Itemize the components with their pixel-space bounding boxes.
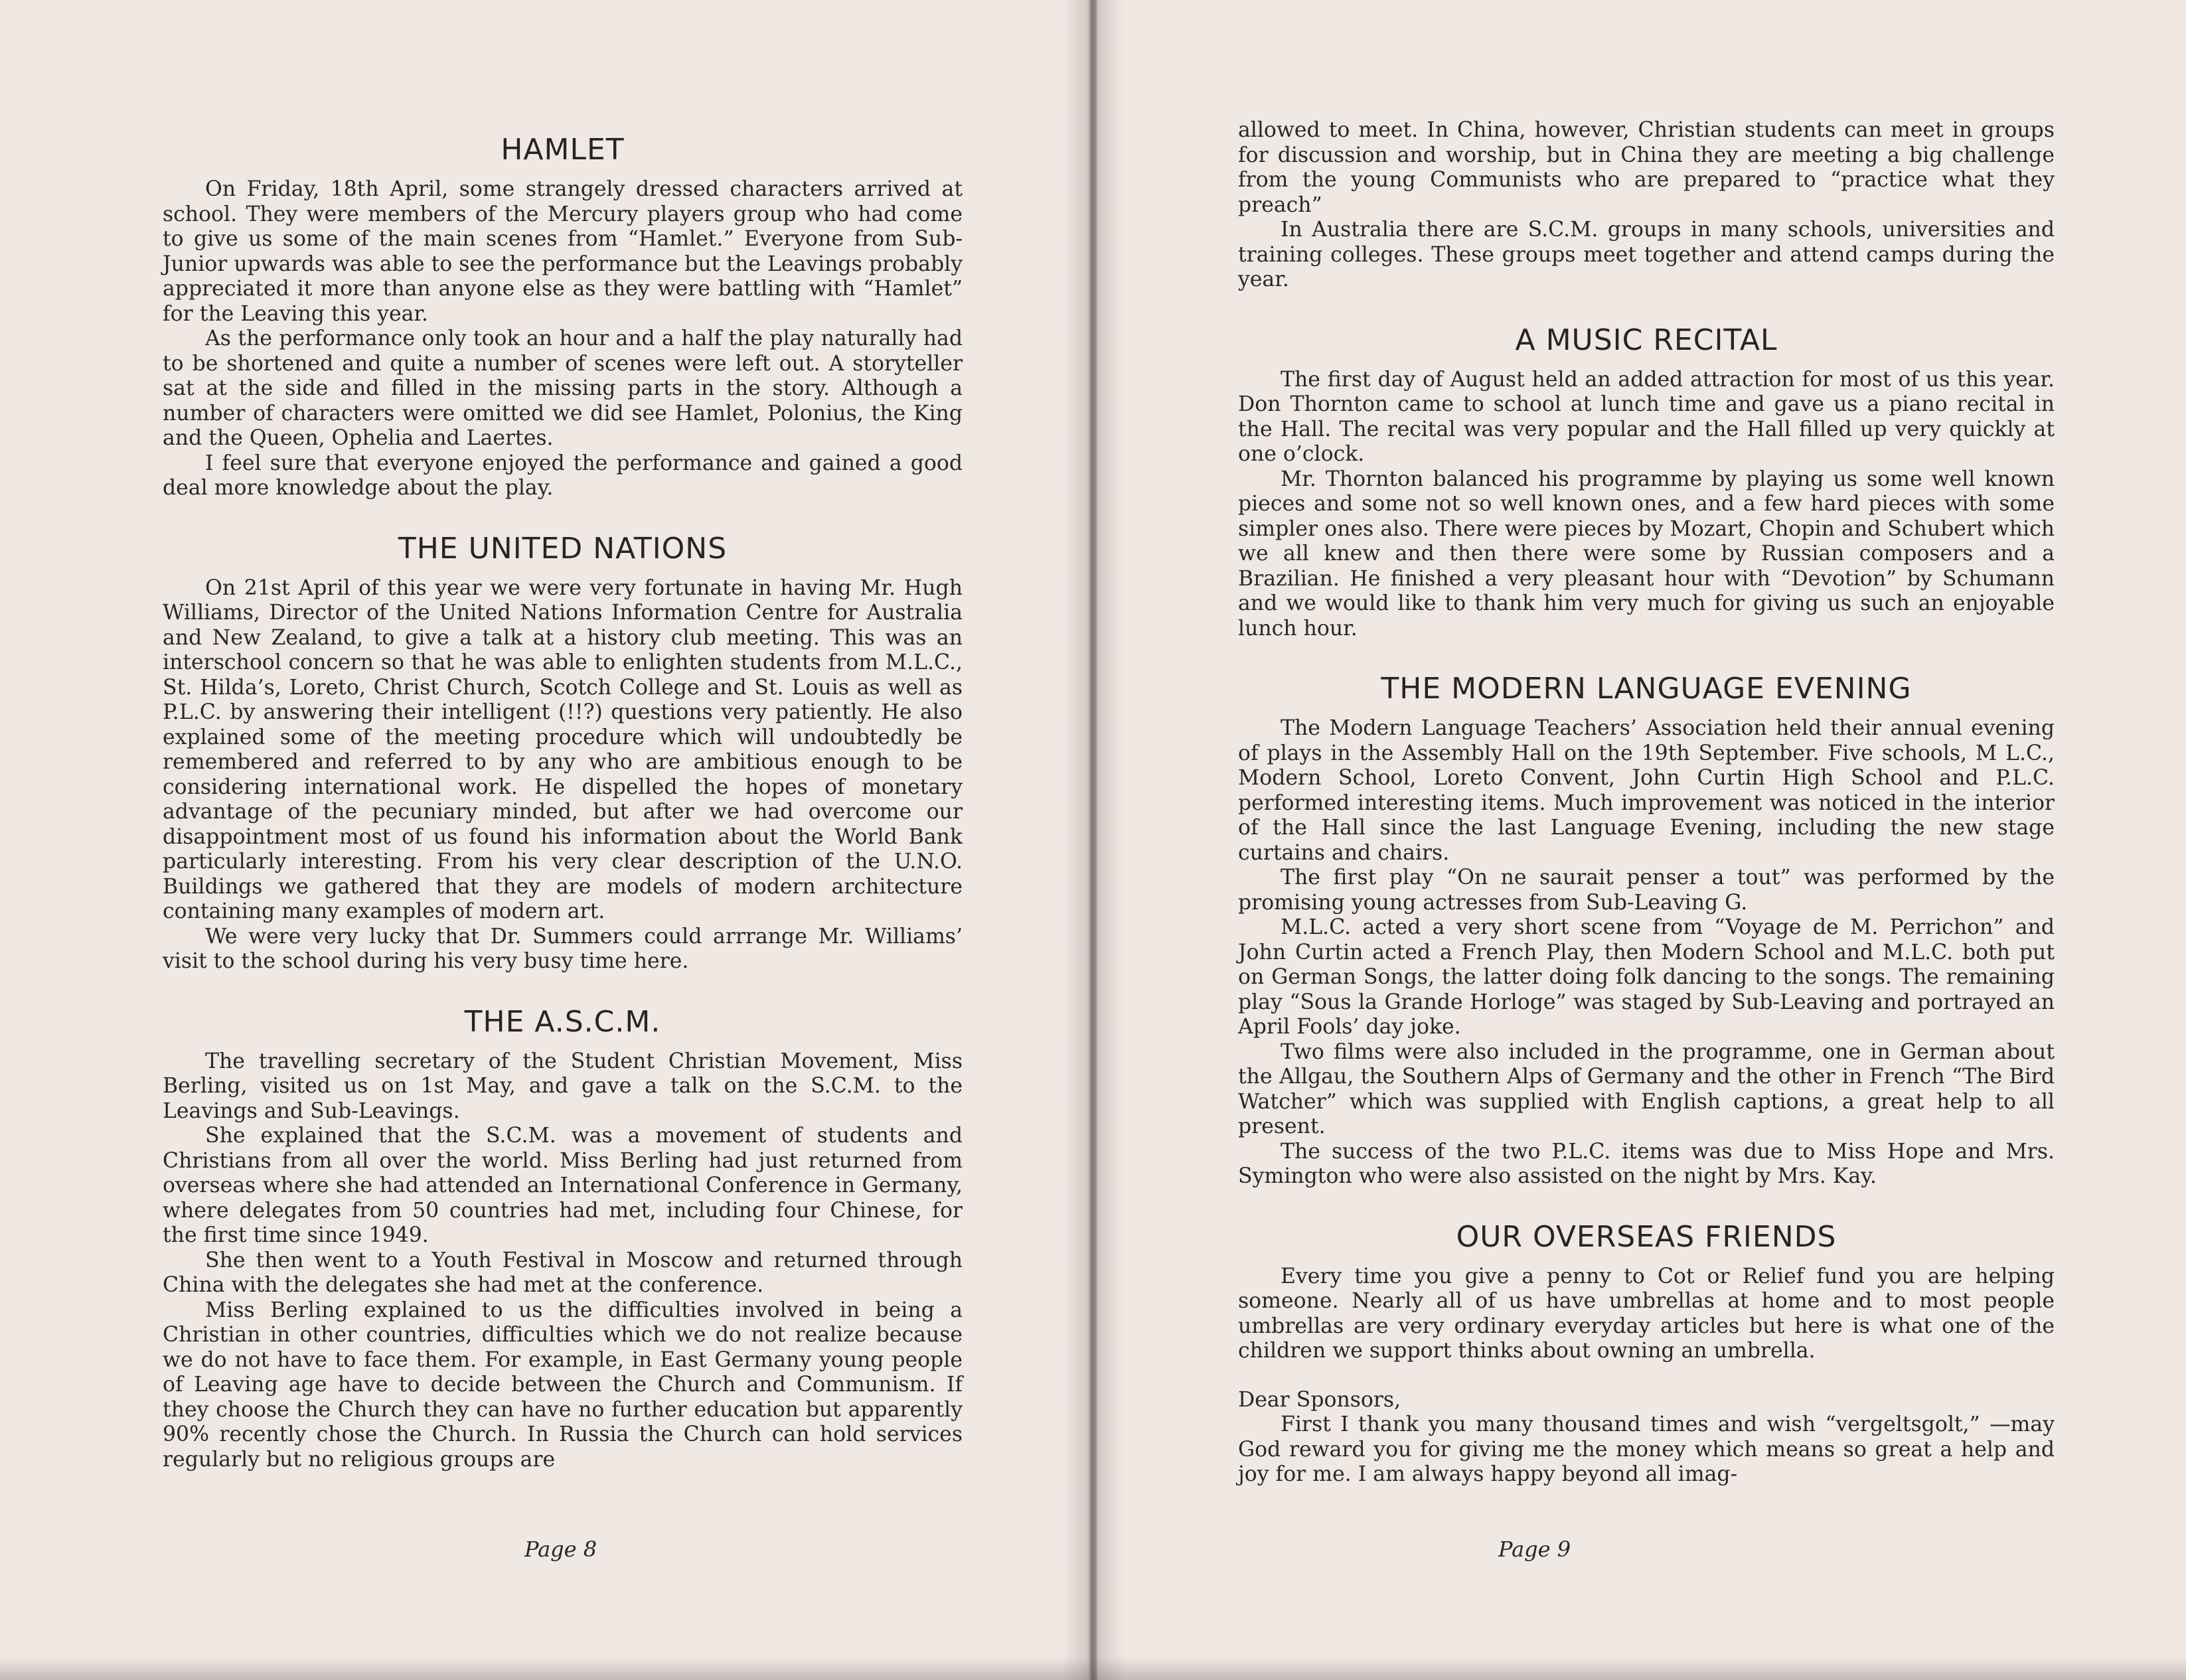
paragraph: We were very lucky that Dr. Summers could arrrange Mr. Williams’ visit to the school during his very busy time here.: [163, 924, 963, 973]
paragraph: The Modern Language Teachers’ Association held their annual evening of plays in the Assembly Hall on the 19th September. Five schools, M L.C., Modern School, Loreto Convent, John Curtin High School and P.L.C. performed interesting items. Much improvement was noticed in the interior of the Hall since the last Language Evening, including the new stage curtains and chairs.: [1238, 716, 2055, 865]
page-left: [0, 0, 1090, 1680]
section-title: A MUSIC RECITAL: [1515, 323, 1778, 357]
page-number: Page 8: [524, 1537, 597, 1562]
paragraph: On 21st April of this year we were very fortunate in having Mr. Hugh Williams, Director of the United Nations Information Centre for Australia and New Zealand, to give a talk at a history club meeting. This was an interschool concern so that he was able to enlighten students from M.L.C., St. Hilda’s, Loreto, Christ Church, Scotch College and St. Louis as well as P.L.C. by answering their intelligent (!!?) questions very patiently. He also explained some of the meeting procedure which will undoubtedly be remembered and referred to by any who are ambitious enough to be considering international work. He dispelled the hopes of monetary advantage of the pecuniary minded, but after we had overcome our disappointment most of us found his information about the World Bank particularly interesting. From his very clear description of the U.N.O. Buildings we gathered that they are models of modern architecture containing many examples of modern art.: [163, 575, 963, 923]
paragraph: As the performance only took an hour and a half the play naturally had to be shortened and quite a number of scenes were left out. A storyteller sat at the side and filled in the missing parts in the story. Although a number of characters were omitted we did see Hamlet, Polonius, the King and the Queen, Ophelia and Laertes.: [163, 327, 963, 450]
paragraph: M.L.C. acted a very short scene from “Voyage de M. Perrichon” and John Curtin acted a French Play, then Modern School and M.L.C. both put on German Songs, the latter doing folk dancing to the songs. The remaining play “Sous la Grande Horloge” was staged by Sub-Leaving and portrayed an April Fools’ day joke.: [1238, 915, 2055, 1039]
paragraph: The success of the two P.L.C. items was due to Miss Hope and Mrs. Symington who were also assisted on the night by Mrs. Kay.: [1238, 1139, 2055, 1188]
section-united-nations: [163, 532, 963, 974]
bottom-edge-shadow: [0, 1657, 2186, 1680]
paragraph: Every time you give a penny to Cot or Relief fund you are helping someone. Nearly all of us have umbrellas at home and to most people umbrellas are very ordinary everyday articles but here is what one of the children we support thinks about owning an umbrella.: [1238, 1264, 2055, 1363]
section-ascm-continued: [1238, 118, 2055, 293]
paragraph: allowed to meet. In China, however, Christian students can meet in groups for discussion and worship, but in China they are meeting a big challenge from the young Communists who are prepared to “practice what they preach”: [1238, 118, 2055, 217]
paragraph: She explained that the S.C.M. was a movement of students and Christians from all over the world. Miss Berling had just returned from overseas where she had attended an International Conference in Germany, where delegates from 50 countries had met, including four Chinese, for the first time since 1949.: [163, 1124, 963, 1247]
paragraph: Miss Berling explained to us the difficulties involved in being a Christian in other countries, difficulties which we do not realize because we do not have to face them. For example, in East Germany young people of Leaving age have to decide between the Church and Communism. If they choose the Church they can have no further education but apparently 90% recently chose the Church. In Russia the Church can hold services regularly but no religious groups are: [163, 1298, 963, 1472]
paragraph: The first day of August held an added attraction for most of us this year. Don Thornton came to school at lunch time and gave us a piano recital in the Hall. The recital was very popular and the Hall filled up very quickly at one o’clock.: [1238, 367, 2055, 466]
paragraph: Two films were also included in the programme, one in German about the Allgau, the Southern Alps of Germany and the other in French “The Bird Watcher” which was supplied with English captions, a great help to all present.: [1238, 1039, 2055, 1138]
paragraph: Mr. Thornton balanced his programme by playing us some well known pieces and some not so well known ones, and a few hard pieces with some simpler ones also. There were pieces by Mozart, Chopin and Schubert which we all knew and then there were some by Russian composers and a Brazilian. He finished a very pleasant hour with “Devotion” by Schumann and we would like to thank him very much for giving us such an enjoyable lunch hour.: [1238, 467, 2055, 641]
right-column: [1238, 118, 2055, 1518]
section-title: THE A.S.C.M.: [464, 1004, 661, 1039]
paragraph: I feel sure that everyone enjoyed the performance and gained a good deal more knowledge about the play.: [163, 451, 963, 500]
section-music-recital: [1238, 323, 2055, 642]
section-ascm: [163, 1005, 963, 1473]
section-title: THE MODERN LANGUAGE EVENING: [1381, 672, 1912, 706]
paragraph: In Australia there are S.C.M. groups in many schools, universities and training colleges. These groups meet together and attend camps during the year.: [1238, 218, 2055, 291]
book-gutter-shadow: [1062, 0, 1124, 1680]
paragraph: The travelling secretary of the Student Christian Movement, Miss Berling, visited us on 1st May, and gave a talk on the S.C.M. to the Leavings and Sub-Leavings.: [163, 1049, 963, 1123]
section-overseas-friends: [1238, 1220, 2055, 1488]
paragraph: The first play “On ne saurait penser a tout” was performed by the promising young actresses from Sub-Leaving G.: [1238, 866, 2055, 915]
section-modern-language-evening: [1238, 672, 2055, 1189]
letter-body: First I thank you many thousand times and wish “vergeltsgolt,” —may God reward you for giving me the money which means so great a help and joy for me. I am always happy beyond all imag-: [1238, 1413, 2055, 1486]
paragraph: On Friday, 18th April, some strangely dressed characters arrived at school. They were members of the Mercury players group who had come to give us some of the main scenes from “Hamlet.” Everyone from Sub-Junior upwards was able to see the performance but the Leavings probably appreciated it more than anyone else as they were battling with “Hamlet” for the Leaving this year.: [163, 177, 963, 326]
left-column: [163, 133, 963, 1503]
section-title: HAMLET: [501, 133, 625, 167]
section-title: THE UNITED NATIONS: [398, 531, 728, 566]
page-number: Page 9: [1498, 1537, 1571, 1562]
paragraph: She then went to a Youth Festival in Moscow and returned through China with the delegates she had met at the conference.: [163, 1248, 963, 1297]
section-hamlet: [163, 133, 963, 501]
section-title: OUR OVERSEAS FRIENDS: [1456, 1219, 1837, 1254]
letter-salutation: Dear Sponsors,: [1238, 1387, 1401, 1412]
page-right: [1097, 0, 2186, 1680]
